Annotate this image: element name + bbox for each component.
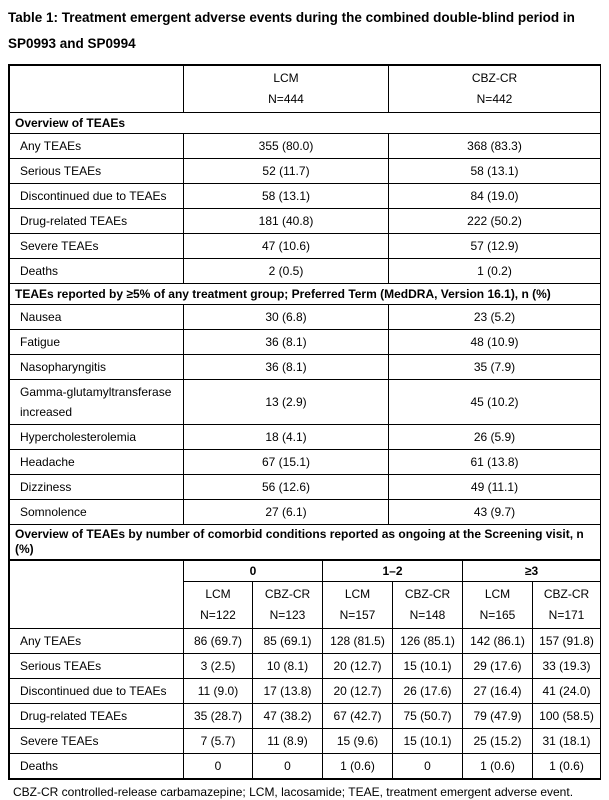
cell-value: 36 (8.1) [184,355,389,380]
section-header-row [10,284,601,305]
column-header-n: N=444 [268,92,304,106]
cell-value: 84 (19.0) [389,184,601,209]
cell-value: 157 (91.8) [533,629,601,654]
table-row [10,475,601,500]
cell-value: 75 (50.7) [393,704,463,729]
cell-value: 20 (12.7) [323,654,393,679]
cell-value: 355 (80.0) [184,134,389,159]
column-header [533,582,601,629]
cell-value: 30 (6.8) [184,305,389,330]
column-header-n: N=157 [339,608,376,622]
table-row [10,159,601,184]
cell-value: 79 (47.9) [463,704,533,729]
cell-value: 10 (8.1) [253,654,323,679]
column-header [323,582,393,629]
cell-value: 47 (38.2) [253,704,323,729]
column-header [184,582,253,629]
column-header-n: N=442 [476,92,513,106]
adverse-events-table [8,64,601,780]
row-label: Discontinued due to TEAEs [10,184,184,209]
header-row [10,66,601,113]
cell-value: 57 (12.9) [389,234,601,259]
row-label: Nausea [10,305,184,330]
row-label: Headache [10,450,184,475]
cell-value: 61 (13.8) [389,450,601,475]
table-row [10,380,601,425]
column-header-n: N=171 [548,608,585,622]
section-header-row [10,525,601,560]
column-header [184,66,389,113]
cell-value: 222 (50.2) [389,209,601,234]
cell-value: 86 (69.7) [184,629,253,654]
cell-value: 43 (9.7) [389,500,601,525]
cell-value: 11 (8.9) [253,729,323,754]
table-footnote: CBZ-CR controlled-release carbamazepine; LCM, lacosamide; TEAE, treatment emergent adverse event. [13,785,574,799]
comorbid-table [9,560,601,779]
row-label: Dizziness [10,475,184,500]
cell-value: 26 (5.9) [389,425,601,450]
table-row [10,754,601,779]
cell-value: 23 (5.2) [389,305,601,330]
comorbid-group-row [10,561,601,582]
cell-value: 11 (9.0) [184,679,253,704]
column-header [463,582,533,629]
cell-value: 142 (86.1) [463,629,533,654]
row-label: Any TEAEs [10,134,184,159]
row-label: Serious TEAEs [10,159,184,184]
column-header-label: LCM [273,71,299,85]
column-header [389,66,601,113]
table-row [10,134,601,159]
column-header-label: CBZ-CR [543,587,590,601]
column-header [393,582,463,629]
table-row [10,425,601,450]
cell-value: 368 (83.3) [389,134,601,159]
cell-value: 15 (9.6) [323,729,393,754]
cell-value: 33 (19.3) [533,654,601,679]
column-header-label: LCM [205,587,231,601]
cell-value: 35 (7.9) [389,355,601,380]
table-row [10,629,601,654]
cell-value: 181 (40.8) [184,209,389,234]
table-row [10,305,601,330]
row-label: Deaths [10,259,184,284]
section-header: TEAEs reported by ≥5% of any treatment group; Preferred Term (MedDRA, Version 16.1), n (%) [10,284,601,305]
cell-value: 15 (10.1) [393,729,463,754]
cell-value: 56 (12.6) [184,475,389,500]
row-label: Nasopharyngitis [10,355,184,380]
cell-value: 18 (4.1) [184,425,389,450]
cell-value: 26 (17.6) [393,679,463,704]
cell-value: 27 (6.1) [184,500,389,525]
table-row [10,450,601,475]
cell-value: 1 (0.6) [533,754,601,779]
section-header: Overview of TEAEs by number of comorbid conditions reported as ongoing at the Screening visit, n (%) [10,525,601,560]
comorbid-group-header: 0 [184,561,323,582]
row-label: Severe TEAEs [10,729,184,754]
table-row [10,729,601,754]
cell-value: 49 (11.1) [389,475,601,500]
cell-value: 128 (81.5) [323,629,393,654]
table-row [10,234,601,259]
cell-value: 2 (0.5) [184,259,389,284]
comorbid-group-header: 1–2 [323,561,463,582]
table-row [10,209,601,234]
table-row [10,355,601,380]
cell-value: 13 (2.9) [184,380,389,425]
cell-value: 27 (16.4) [463,679,533,704]
table-title: Table 1: Treatment emergent adverse events during the combined double-blind period in SP0993 and SP0994 [8,10,575,51]
column-header [253,582,323,629]
cell-value: 31 (18.1) [533,729,601,754]
table-row [10,679,601,704]
cell-value: 1 (0.6) [463,754,533,779]
cell-value: 45 (10.2) [389,380,601,425]
cell-value: 36 (8.1) [184,330,389,355]
main-table [9,65,601,560]
cell-value: 100 (58.5) [533,704,601,729]
row-label: Hypercholesterolemia [10,425,184,450]
section-header: Overview of TEAEs [10,113,601,134]
cell-value: 0 [393,754,463,779]
cell-value: 58 (13.1) [184,184,389,209]
cell-value: 52 (11.7) [184,159,389,184]
table-row [10,500,601,525]
corner-cell [10,66,184,113]
section-header-row [10,113,601,134]
table-row [10,654,601,679]
cell-value: 85 (69.1) [253,629,323,654]
row-label: Gamma-glutamyltransferase increased [10,380,184,425]
row-label: Somnolence [10,500,184,525]
cell-value: 3 (2.5) [184,654,253,679]
column-header-label: LCM [344,587,371,601]
column-header-label: CBZ-CR [471,71,518,85]
cell-value: 47 (10.6) [184,234,389,259]
table-row [10,704,601,729]
cell-value: 20 (12.7) [323,679,393,704]
cell-value: 67 (15.1) [184,450,389,475]
row-label: Fatigue [10,330,184,355]
column-header-n: N=122 [200,608,236,622]
table-row [10,330,601,355]
cell-value: 0 [184,754,253,779]
row-label: Severe TEAEs [10,234,184,259]
column-header-label: LCM [484,587,511,601]
cell-value: 0 [253,754,323,779]
table-row [10,184,601,209]
cell-value: 1 (0.6) [323,754,393,779]
cell-value: 7 (5.7) [184,729,253,754]
cell-value: 67 (42.7) [323,704,393,729]
row-label: Deaths [10,754,184,779]
column-header-n: N=148 [409,608,446,622]
cell-value: 126 (85.1) [393,629,463,654]
column-header-n: N=165 [479,608,516,622]
column-header-label: CBZ-CR [404,587,451,601]
cell-value: 35 (28.7) [184,704,253,729]
cell-value: 25 (15.2) [463,729,533,754]
column-header-label: CBZ-CR [264,587,311,601]
row-label: Any TEAEs [10,629,184,654]
row-label: Drug-related TEAEs [10,704,184,729]
cell-value: 15 (10.1) [393,654,463,679]
table-row [10,259,601,284]
cell-value: 48 (10.9) [389,330,601,355]
cell-value: 1 (0.2) [389,259,601,284]
comorbid-group-header: ≥3 [463,561,601,582]
column-header-n: N=123 [269,608,306,622]
corner-cell [10,561,184,629]
row-label: Serious TEAEs [10,654,184,679]
cell-value: 29 (17.6) [463,654,533,679]
cell-value: 58 (13.1) [389,159,601,184]
cell-value: 41 (24.0) [533,679,601,704]
cell-value: 17 (13.8) [253,679,323,704]
row-label: Discontinued due to TEAEs [10,679,184,704]
row-label: Drug-related TEAEs [10,209,184,234]
